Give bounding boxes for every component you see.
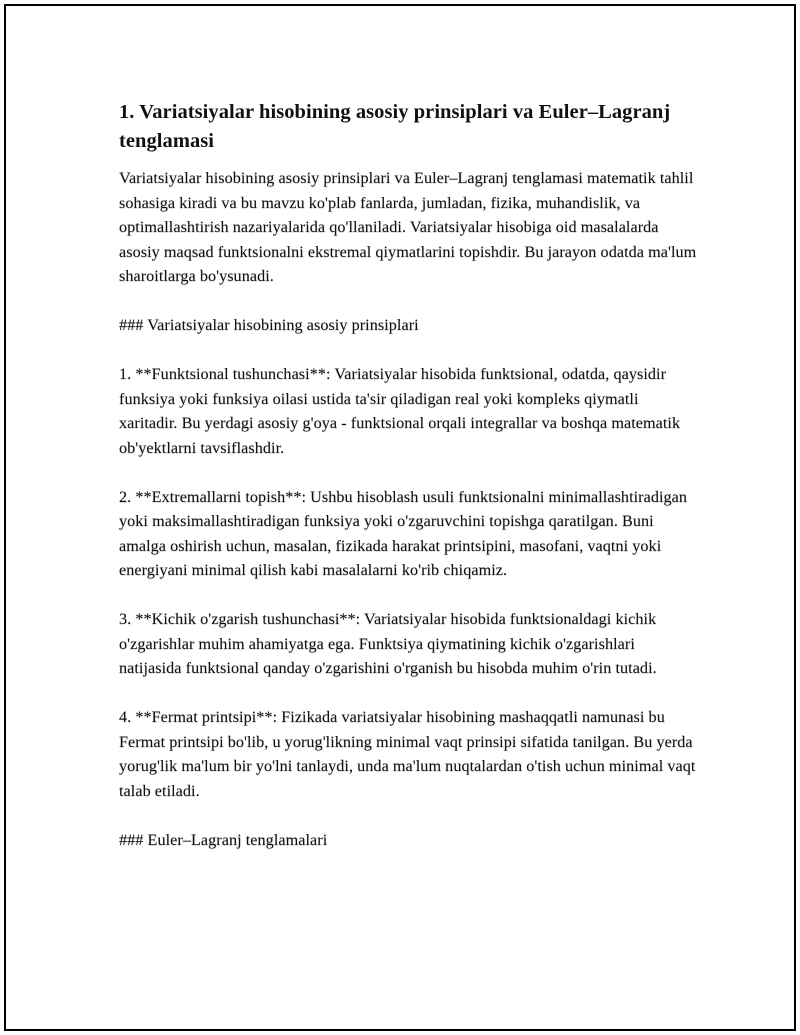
- list-item-fermat: 4. **Fermat printsipi**: Fizikada variatsiyalar hisobining mashaqqatli namunasi bu Fermat printsipi bo'lib, u yorug'likning minimal vaqt prinsipi sifatida tanilgan. Bu yerda yorug'lik ma'lum bir yo'lni tanlaydi, unda ma'lum nuqtalardan o'tish uchun minimal vaqt talab etiladi.: [119, 708, 696, 800]
- list-item-functional: 1. **Funktsional tushunchasi**: Variatsiyalar hisobida funktsional, odatda, qaysidir funksiya yoki funksiya oilasi ustida ta'sir qiladigan real yoki kompleks qiymatli xaritadir. Bu yerdagi asosiy g'oya - funktsional orqali integrallar va boshqa matematik ob'yektlarni tavsiflashdir.: [119, 365, 681, 457]
- document-body: [119, 98, 699, 877]
- section-heading-principles: ### Variatsiyalar hisobining asosiy prinsiplari: [119, 316, 419, 334]
- section-heading-euler-lagrange: ### Euler–Lagranj tenglamalari: [119, 830, 328, 849]
- intro-paragraph: Variatsiyalar hisobining asosiy prinsiplari va Euler–Lagranj tenglamasi matematik tahlil sohasiga kiradi va bu mavzu ko'plab fanlarda, jumladan, fizika, muhandislik, va optimallashtirish nazariyalarida qo'llaniladi. Variatsiyalar hisobiga oid masalalarda asosiy maqsad funktsionalni ekstremal qiymatlarini topishdir. Bu jarayon odatda ma'lum sharoitlarga bo'ysunadi.: [119, 169, 697, 285]
- list-item-small-variation: 3. **Kichik o'zgarish tushunchasi**: Variatsiyalar hisobida funktsionaldagi kichik o'zgarishlar muhim ahamiyatga ega. Funktsiya qiymatining kichik o'zgarishlari natijasida funktsional qanday o'zgarishini o'rganish bu hisobda muhim o'rin tutadi.: [119, 610, 657, 677]
- list-item-extremals: 2. **Extremallarni topish**: Ushbu hisoblash usuli funktsionalni minimallashtiradigan yoki maksimallashtiradigan funksiya yoki o'zgaruvchini topishga qaratilgan. Buni amalga oshirish uchun, masalan, fizikada harakat printsipini, masofani, vaqtni yoki energiyani minimal qilish kabi masalalarni ko'rib chiqamiz.: [119, 487, 688, 579]
- document-page: [4, 4, 796, 1031]
- document-title: 1. Variatsiyalar hisobining asosiy prinsiplari va Euler–Lagranj tenglamasi: [119, 101, 671, 152]
